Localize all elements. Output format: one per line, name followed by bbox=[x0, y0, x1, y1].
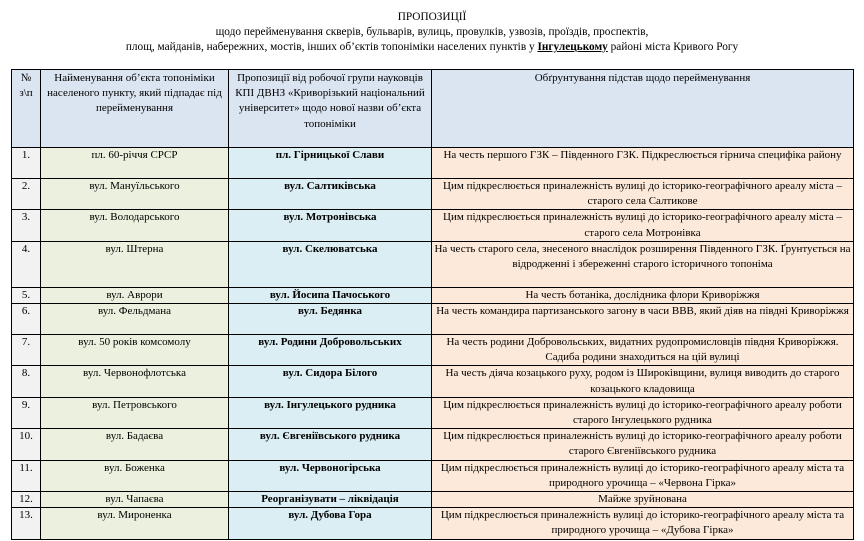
cell-old-name: вул. Червонофлотська bbox=[41, 366, 229, 397]
table-body bbox=[12, 148, 854, 540]
cell-justification: На честь діяча козацького руху, родом із Широківщини, вулиця виводить до старого козацького кладовища bbox=[432, 366, 854, 397]
table-row bbox=[12, 148, 854, 179]
header-row bbox=[12, 70, 854, 148]
cell-old-name: вул. Боженка bbox=[41, 460, 229, 491]
cell-new-name: вул. Євгеніївського рудника bbox=[229, 429, 432, 460]
cell-number: 13. bbox=[12, 508, 41, 539]
cell-justification: Цим підкреслюється приналежність вулиці до історико-географічного ареалу міста – старого села Салтикове bbox=[432, 179, 854, 210]
cell-new-name: вул. Скелюватська bbox=[229, 241, 432, 287]
table-row bbox=[12, 429, 854, 460]
table-row bbox=[12, 508, 854, 539]
cell-justification: На честь ботаніка, дослідника флори Криворіжжя bbox=[432, 287, 854, 303]
cell-number: 12. bbox=[12, 492, 41, 508]
cell-number: 9. bbox=[12, 397, 41, 428]
document-title: ПРОПОЗИЦІЇ bbox=[397, 11, 467, 23]
cell-old-name: вул. Мироненка bbox=[41, 508, 229, 539]
subtitle-text-before: площ, майданів, набережних, мостів, інших об’єктів топоніміки населених пунктів у bbox=[125, 41, 535, 53]
cell-old-name: вул. Фельдмана bbox=[41, 304, 229, 335]
cell-number: 3. bbox=[12, 210, 41, 241]
cell-new-name: вул. Червоногірська bbox=[229, 460, 432, 491]
column-header-old-name: Найменування об’єкта топоніміки населеного пункту, який підпадає під перейменування bbox=[41, 70, 229, 148]
cell-old-name: вул. Петровського bbox=[41, 397, 229, 428]
cell-new-name: Реорганізувати – ліквідація bbox=[229, 492, 432, 508]
table-row bbox=[12, 210, 854, 241]
cell-justification: Цим підкреслюється приналежність вулиці до історико-географічного ареалу міста – старого села Мотронівка bbox=[432, 210, 854, 241]
cell-old-name: вул. Володарського bbox=[41, 210, 229, 241]
cell-justification: На честь першого ГЗК – Південного ГЗК. Підкреслюється гірнича специфіка району bbox=[432, 148, 854, 179]
cell-old-name: вул. Мануїльського bbox=[41, 179, 229, 210]
cell-new-name: вул. Сидора Білого bbox=[229, 366, 432, 397]
cell-number: 10. bbox=[12, 429, 41, 460]
cell-new-name: вул. Дубова Гора bbox=[229, 508, 432, 539]
document-header bbox=[0, 10, 864, 55]
table-row bbox=[12, 397, 854, 428]
document-subtitle-line-2 bbox=[0, 40, 864, 55]
table-row bbox=[12, 492, 854, 508]
cell-number: 11. bbox=[12, 460, 41, 491]
cell-number: 7. bbox=[12, 335, 41, 366]
cell-number: 1. bbox=[12, 148, 41, 179]
cell-justification: На честь родини Добровольських, видатних рудопромисловців півдня Криворіжжя. Садиба родини знаходиться на цій вулиці bbox=[432, 335, 854, 366]
cell-old-name: вул. 50 років комсомолу bbox=[41, 335, 229, 366]
cell-old-name: пл. 60-річчя СРСР bbox=[41, 148, 229, 179]
cell-new-name: вул. Інгулецького рудника bbox=[229, 397, 432, 428]
column-header-justification: Обґрунтування підстав щодо перейменування bbox=[432, 70, 854, 148]
table-row bbox=[12, 287, 854, 303]
cell-number: 8. bbox=[12, 366, 41, 397]
column-header-new-name: Пропозиції від робочої групи науковців КПІ ДВНЗ «Криворізький національний університет» щодо нової назви об’єкта топоніміки bbox=[229, 70, 432, 148]
document-subtitle-line-1: щодо перейменування скверів, бульварів, вулиць, провулків, узвозів, проїздів, проспектів, bbox=[215, 26, 649, 38]
cell-old-name: вул. Бадаєва bbox=[41, 429, 229, 460]
cell-number: 5. bbox=[12, 287, 41, 303]
proposals-table bbox=[11, 69, 854, 540]
cell-justification: Цим підкреслюється приналежність вулиці до історико-географічного ареалу роботи старого Інгулецького рудника bbox=[432, 397, 854, 428]
table-row bbox=[12, 304, 854, 335]
cell-justification: Майже зруйнована bbox=[432, 492, 854, 508]
cell-old-name: вул. Аврори bbox=[41, 287, 229, 303]
cell-justification: Цим підкреслюється приналежність вулиці до історико-географічного ареалу роботи старого Євгеніївського рудника bbox=[432, 429, 854, 460]
table-row bbox=[12, 335, 854, 366]
cell-new-name: вул. Йосипа Пачоського bbox=[229, 287, 432, 303]
cell-number: 2. bbox=[12, 179, 41, 210]
table-row bbox=[12, 179, 854, 210]
table-row bbox=[12, 241, 854, 287]
cell-justification: Цим підкреслюється приналежність вулиці до історико-географічного ареалу міста та природного урочища – «Червона Гірка» bbox=[432, 460, 854, 491]
table-row bbox=[12, 366, 854, 397]
column-header-number: № з\п bbox=[12, 70, 41, 148]
table-header bbox=[12, 70, 854, 148]
cell-number: 4. bbox=[12, 241, 41, 287]
cell-number: 6. bbox=[12, 304, 41, 335]
cell-new-name: пл. Гірницької Слави bbox=[229, 148, 432, 179]
table-row bbox=[12, 460, 854, 491]
cell-justification: Цим підкреслюється приналежність вулиці до історико-географічного ареалу міста та природного урочища – «Дубова Гірка» bbox=[432, 508, 854, 539]
cell-new-name: вул. Салтиківська bbox=[229, 179, 432, 210]
cell-new-name: вул. Мотронівська bbox=[229, 210, 432, 241]
cell-old-name: вул. Штерна bbox=[41, 241, 229, 287]
subtitle-text-after: районі міста Кривого Рогу bbox=[610, 41, 739, 53]
cell-new-name: вул. Родини Добровольських bbox=[229, 335, 432, 366]
cell-justification: На честь старого села, знесеного внаслідок розширення Південного ГЗК. Ґрунтується на відродженні і збереженні старого історичного топоніма bbox=[432, 241, 854, 287]
cell-old-name: вул. Чапаєва bbox=[41, 492, 229, 508]
cell-justification: На честь командира партизанського загону в часи ВВВ, який діяв на півдні Криворіжжя bbox=[432, 304, 854, 335]
cell-new-name: вул. Бедянка bbox=[229, 304, 432, 335]
district-name: Інгулецькому bbox=[537, 41, 608, 53]
